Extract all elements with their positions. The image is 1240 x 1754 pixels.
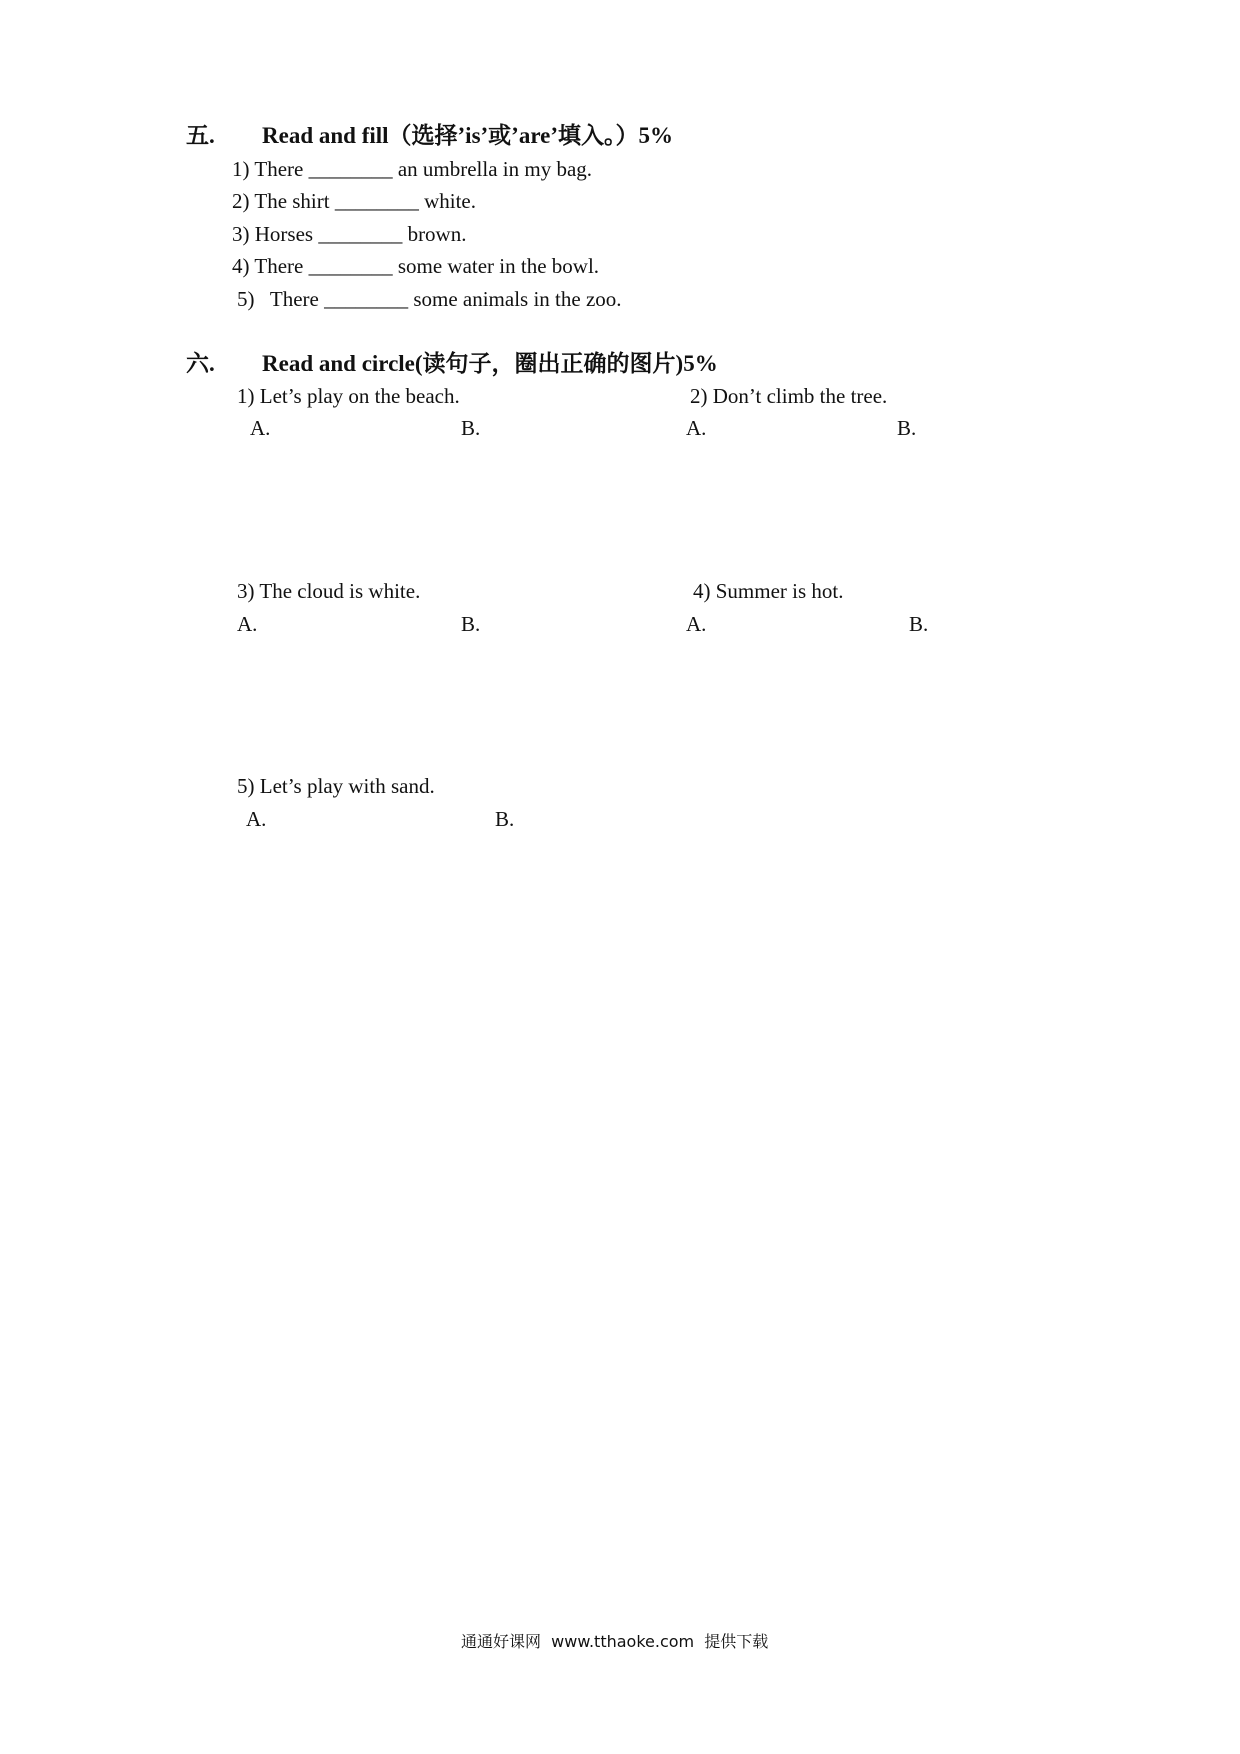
question-3-option-b[interactable]: B. [461, 612, 481, 636]
question-4-option-b[interactable]: B. [909, 612, 929, 636]
section-6-number: 六. [186, 351, 215, 376]
section-5-title: Read and fill（选择’is’或’are’填入。）5% [262, 123, 674, 148]
fill-item-5: 5) There ________ some animals in the zoo. [237, 287, 622, 311]
circle-question-3: 3) The cloud is white. [237, 579, 421, 603]
circle-question-1: 1) Let’s play on the beach. [237, 384, 460, 408]
question-4-option-a[interactable]: A. [686, 612, 707, 636]
question-5-option-b[interactable]: B. [495, 807, 515, 831]
circle-question-4: 4) Summer is hot. [693, 579, 844, 603]
question-3-option-a[interactable]: A. [237, 612, 258, 636]
fill-item-2: 2) The shirt ________ white. [232, 189, 477, 213]
section-5-number: 五. [186, 123, 215, 148]
question-2-option-a[interactable]: A. [686, 416, 707, 440]
question-1-option-b[interactable]: B. [461, 416, 481, 440]
fill-item-1: 1) There ________ an umbrella in my bag. [232, 157, 593, 181]
circle-question-5: 5) Let’s play with sand. [237, 774, 435, 798]
question-5-option-a[interactable]: A. [246, 807, 267, 831]
fill-item-3: 3) Horses ________ brown. [232, 222, 467, 246]
fill-item-4: 4) There ________ some water in the bowl. [232, 254, 600, 278]
circle-question-2: 2) Don’t climb the tree. [690, 384, 888, 408]
footer-source: 通通好课网 www.tthaoke.com 提供下载 [461, 1632, 769, 1651]
question-2-option-b[interactable]: B. [897, 416, 917, 440]
question-1-option-a[interactable]: A. [250, 416, 271, 440]
section-6-title: Read and circle(读句子，圈出正确的图片)5% [262, 351, 718, 376]
